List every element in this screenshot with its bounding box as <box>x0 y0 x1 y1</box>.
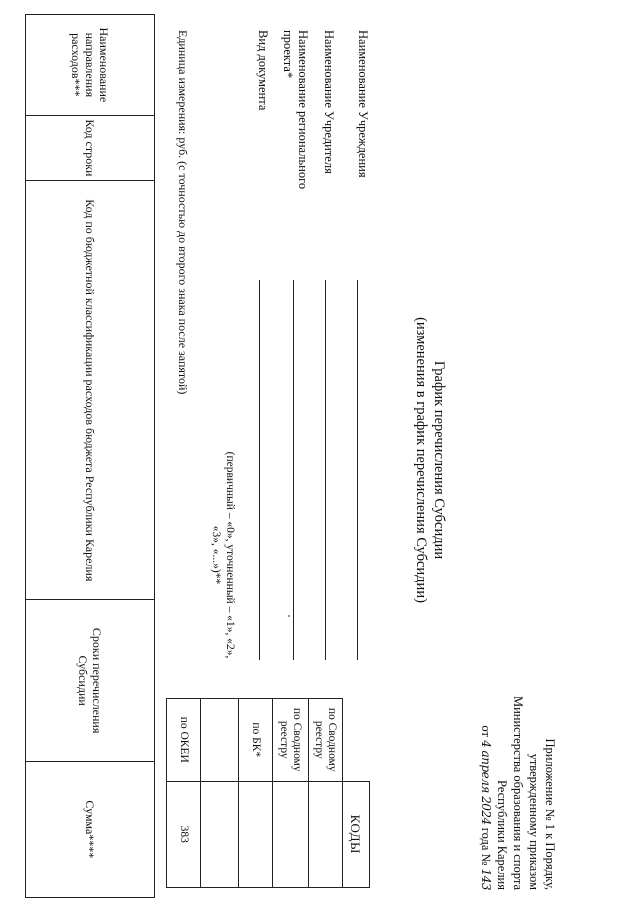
title-line-2: (изменения в график перечисления Субсидии) <box>413 317 429 603</box>
codes-value <box>309 781 343 888</box>
codes-value <box>201 781 239 888</box>
doc-type-hint: (первичный – «0», уточненный – «1», «2», «3», «...»)** <box>210 451 236 659</box>
title-line-1: График перечисления Субсидии <box>431 360 447 560</box>
year-word: года № <box>479 827 493 866</box>
date-prefix: от <box>479 725 493 737</box>
col-sum-header: Сумма**** <box>26 761 155 897</box>
col-direction-header: Наименование направления расходов*** <box>26 15 155 116</box>
codes-label <box>201 699 239 782</box>
field-line-founder[interactable] <box>325 280 326 660</box>
field-line-project[interactable] <box>293 280 294 660</box>
codes-value <box>273 781 309 888</box>
codes-label: по ОКЕИ <box>167 699 201 782</box>
codes-label: по Сводному реестру <box>273 699 309 782</box>
units-note: Единица измерения: руб. (с точностью до второго знака после запятой) <box>176 30 190 395</box>
approval-date-line <box>478 655 494 890</box>
codes-label: по Сводному реестру <box>309 699 343 782</box>
codes-table <box>166 698 370 888</box>
handwritten-date: 4 апреля 2024 <box>479 740 493 825</box>
approval-line-4: Республики Карелия <box>495 779 509 890</box>
approval-line-1: Приложение № 1 к Порядку, <box>543 738 557 890</box>
field-label-institution: Наименование Учреждения <box>356 30 370 178</box>
approval-line-3: Министерства образования и спорта <box>511 695 525 890</box>
field-label-project: Наименование регионального проекта* <box>281 30 310 190</box>
approval-block <box>478 655 558 890</box>
field-label-doc-type: Вид документа <box>256 30 270 111</box>
handwritten-number: 143 <box>479 868 493 890</box>
scan-speck <box>288 615 290 617</box>
document-title <box>412 260 448 660</box>
col-kbk-header: Код по бюджетной классификации расходов бюджета Республики Карелия <box>26 181 155 600</box>
codes-header: КОДЫ <box>343 781 370 888</box>
codes-value <box>239 781 273 888</box>
codes-value: 383 <box>167 781 201 888</box>
col-code-header: Код строки <box>26 115 155 180</box>
col-terms-header: Сроки перечисления Субсидии <box>26 600 155 761</box>
field-line-institution[interactable] <box>357 280 358 660</box>
schedule-table <box>25 14 155 898</box>
codes-label: по БК* <box>239 699 273 782</box>
field-line-doc-type[interactable] <box>259 280 260 660</box>
field-label-founder: Наименование Учредителя <box>322 30 336 174</box>
approval-line-2: утвержденному приказом <box>527 753 541 890</box>
